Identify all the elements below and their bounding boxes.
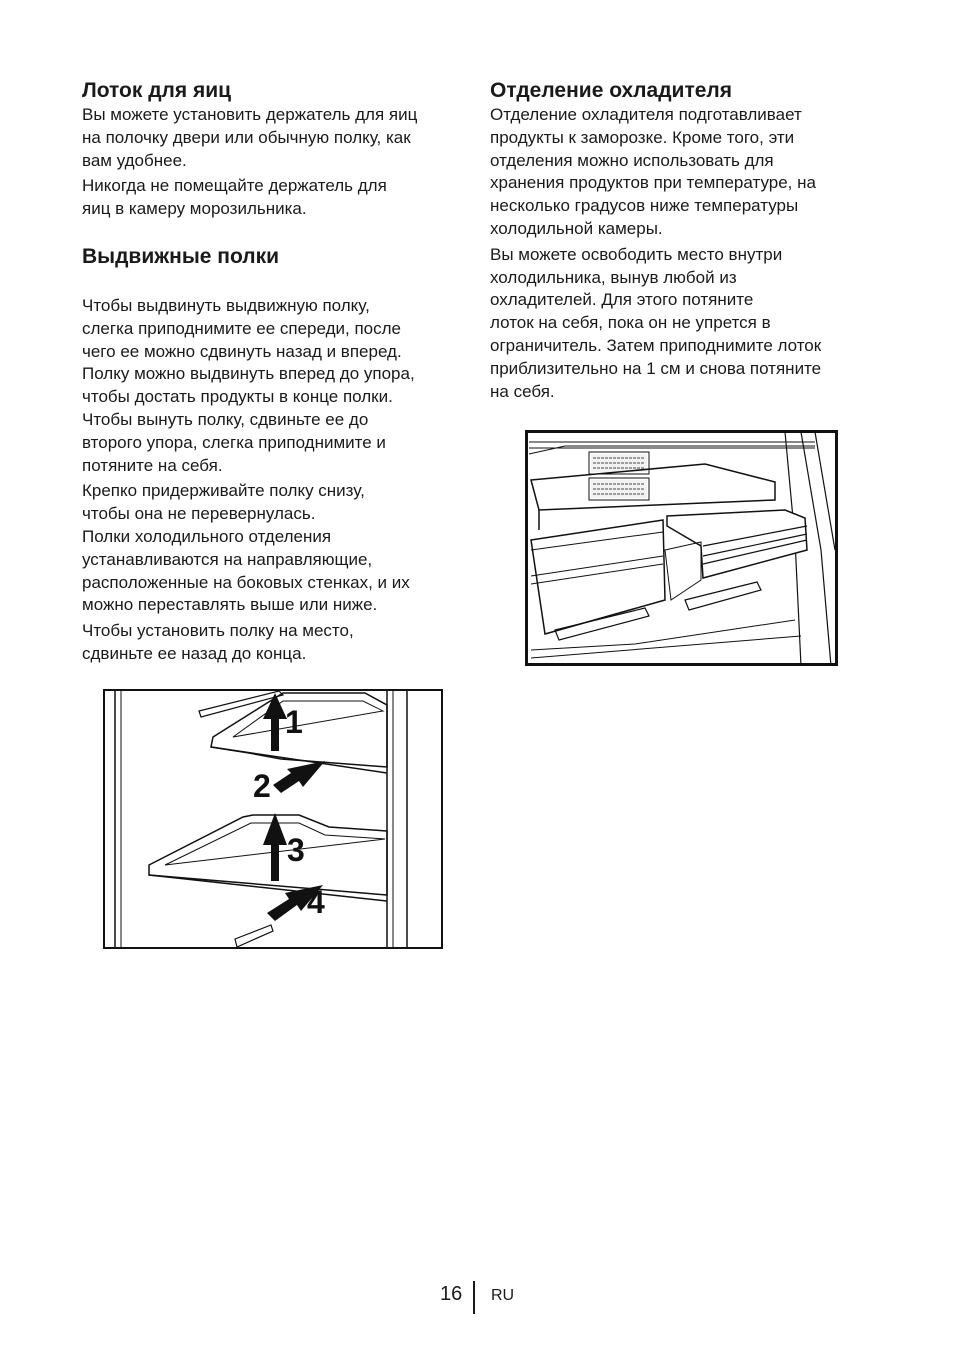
section-title-egg-tray: Лоток для яиц <box>82 79 232 102</box>
section-chiller <box>490 78 890 403</box>
text-line: Вы можете освободить место внутри <box>490 244 783 264</box>
text-line: холодильной камеры. <box>490 218 663 238</box>
text-line: ограничитель. Затем приподнимите лоток <box>490 335 822 355</box>
text-line: холодильника, вынув любой из <box>490 267 737 287</box>
text-line: чтобы достать продукты в конце полки. <box>82 387 393 407</box>
page-number: 16 <box>440 1283 463 1305</box>
text-line: Никогда не помещайте держатель для <box>82 176 387 196</box>
paragraph <box>82 620 474 666</box>
text-line: несколько градусов ниже температуры <box>490 196 799 216</box>
text-line: второго упора, слегка приподнимите и <box>82 432 386 452</box>
paragraph <box>82 480 474 617</box>
section-sliding-shelves <box>82 295 474 666</box>
step-label: 1 <box>285 704 303 740</box>
paragraph <box>82 295 474 477</box>
text-line: сдвиньте ее назад до конца. <box>82 643 307 663</box>
text-line: потяните на себя. <box>82 455 223 475</box>
section-egg-tray <box>82 78 474 221</box>
language-code: RU <box>491 1287 515 1304</box>
text-line: Вы можете установить держатель для яиц <box>82 105 418 124</box>
section-title-chiller: Отделение охладителя <box>490 79 733 102</box>
text-line: устанавливаются на направляющие, <box>82 549 373 569</box>
text-line: Чтобы установить полку на место, <box>82 621 354 641</box>
text-line: хранения продуктов при температуре, на <box>490 173 816 193</box>
footer-divider <box>473 1281 475 1314</box>
text-line: Крепко придерживайте полку снизу, <box>82 481 365 501</box>
text-line: отделения можно использовать для <box>490 150 774 170</box>
text-line: Чтобы выдвинуть выдвижную полку, <box>82 296 370 315</box>
text-line: на полочку двери или обычную полку, как <box>82 127 411 147</box>
text-line: на себя. <box>490 381 555 401</box>
text-line: лоток на себя, пока он не упрется в <box>490 313 771 333</box>
step-label: 4 <box>307 884 325 920</box>
text-line: расположенные на боковых стенках, и их <box>82 572 410 592</box>
text-line: слегка приподнимите ее спереди, после <box>82 318 401 338</box>
text-line: чего ее можно сдвинуть назад и вперед. <box>82 341 402 361</box>
paragraph <box>82 104 474 172</box>
text-line: Отделение охладителя подготавливает <box>490 105 802 124</box>
text-line: охладителей. Для этого потяните <box>490 290 754 310</box>
step-label: 2 <box>253 768 271 804</box>
text-line: продукты к заморозке. Кроме того, эти <box>490 127 795 147</box>
text-line: Полки холодильного отделения <box>82 526 332 546</box>
text-line: Чтобы вынуть полку, сдвиньте ее до <box>82 409 369 429</box>
text-line: чтобы она не перевернулась. <box>82 504 316 524</box>
text-line: вам удобнее. <box>82 150 187 170</box>
text-line: яиц в камеру морозильника. <box>82 199 307 219</box>
text-line: Полку можно выдвинуть вперед до упора, <box>82 364 415 384</box>
paragraph <box>490 244 890 404</box>
chiller-illustration <box>525 430 838 666</box>
step-label: 3 <box>287 832 305 868</box>
shelf-illustration <box>103 689 443 949</box>
section-title-sliding-shelves: Выдвижные полки <box>82 245 280 268</box>
paragraph <box>82 175 474 221</box>
text-line: приблизительно на 1 см и снова потяните <box>490 358 822 378</box>
paragraph <box>490 104 890 241</box>
text-line: можно переставлять выше или ниже. <box>82 595 378 615</box>
